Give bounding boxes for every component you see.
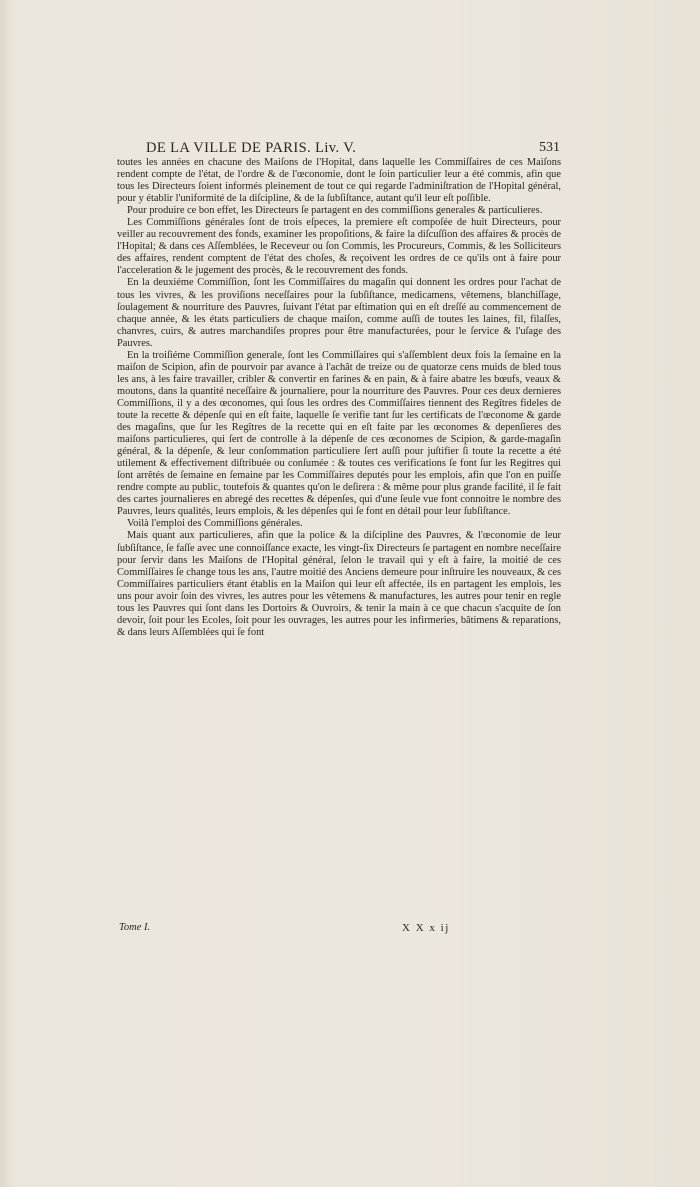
page-number: 531 (539, 140, 560, 155)
paragraph: Pour produire ce bon effet, les Directeurs ſe partagent en des commiſſions generales & particulieres. (127, 205, 543, 217)
paragraph: En la troiſiéme Commiſſion generale, ſont les Commiſſaires qui s'aſſemblent deux fois la ſemaine en la maiſon de Scipion, afin de pourvoir par avance à l'achât de treize ou de quatorze cens muids de bled tous les ans, à les faire travailler, cribler & convertir en farines & en pain, & à faire abatre les bœufs, veaux & moutons, dans la quantité neceſſaire & journaliere, pour la nourriture des Pauvres. Pour ces deux dernieres Commiſſions, il y a des œconomes, qui ſous les ordres des Commiſſaires tiennent des Regîtres fideles de toute la recette & dépenſe qui en eſt faite, laquelle ſe verifie tant ſur les certificats de l'œconome & garde des magaſins, que ſur les Regîtres de la recette qui en eſt faite par les œconomes & depenſieres des maiſons particulieres, qui ſert de controlle à la dépenſe de ces œconomes de Scipion, & garde-magaſin général, & la dépenſe, & leur conſommation particuliere ſert auſſi pour juſtifier ſi toute la recette a été utilement & effectivement diſtribuée ou conſumée : & toutes ces verifications ſe font ſur les Regitres qui ſont arrêtés de ſemaine en ſemaine par les Commiſſaires deputés pour les emplois, afin que l'on en puiſſe rendre compte au public, toutefois & quantes qu'on le deſirera : & même pour plus grande facilité, il ſe fait des cartes journalieres en abregé des recettes & dépenſes, qui d'une ſeule vue font connoitre le nombre des Pauvres, leurs qualités, leurs emplois, & les dépenſes qui ſe font en détail pour leur ſubſiſtance. (117, 349, 561, 518)
page-footer (117, 922, 561, 936)
signature-mark: X X x ij (402, 922, 450, 934)
paragraph: Les Commiſſions générales ſont de trois eſpeces, la premiere eſt compoſée de huit Directeurs, pour veiller au recouvrement des fonds, examiner les propoſitions, & faire la diſcuſſion des affaires & procès de l'Hopital; & dans ces Aſſemblées, le Receveur ou ſon Commis, les Procureurs, Commis, & les Solliciteurs des affaires, rendent comptent de l'état des choſes, & reçoivent les ordres de ce qu'ils ont à faire pour l'acceleration & le jugement des procès, & le recouvrement des fonds. (117, 217, 561, 277)
running-title: DE LA VILLE DE PARIS. Liv. V. (146, 140, 357, 156)
tome-label: Tome I. (119, 922, 151, 933)
page-header (146, 140, 560, 158)
paragraph: toutes les années en chacune des Maiſons de l'Hopital, dans laquelle les Commiſſaires de ces Maiſons rendent compte de l'état, de l'ordre & de l'œconomie, dont le ſoin particulier leur a été commis, afin que tous les Directeurs ſoient informés pleinement de tout ce qui regarde l'adminiſtration de l'Hopital général, pour y établir l'uniformité de la diſcipline, & de la ſubſiſtance, autant qu'il leur eſt poſſible. (117, 157, 561, 205)
paragraph: Mais quant aux particulieres, afin que la police & la diſcipline des Pauvres, & l'œconomie de leur ſubſiſtance, ſe faſſe avec une connoiſſance exacte, les vingt-ſix Directeurs ſe partagent en nombre neceſſaire pour ſervir dans les Maiſons de l'Hopital général, ſelon le travail qui y eſt à faire, la moitié de ces Commiſſaires ſe change tous les ans, l'autre moitié des Anciens demeure pour inſtruire les nouveaux, & ces Commiſſaires particuliers étant établis en la Maiſon qui leur eſt affectée, ils en partagent les emplois, les uns pour avoir ſoin des vivres, les autres pour les vêtemens & manufactures, les autres pour tenir en regle tous les Pauvres qui ſont dans les Dortoirs & Ouvroirs, & tenir la main à ce que chacun s'acquite de ſon devoir, ſoit pour les Ecoles, ſoit pour les ouvrages, les autres pour les infirmeries, bâtimens & reparations, & dans leurs Aſſemblées qui ſe font (117, 530, 561, 638)
body-text (117, 157, 561, 639)
paragraph: En la deuxiéme Commiſſion, ſont les Commiſſaires du magaſin qui donnent les ordres pour l'achat de tous les vivres, & les proviſions neceſſaires pour la ſubſiſtance, medicamens, vêtemens, blanchiſſage, ſoulagement & nourriture des Pauvres, ſuivant l'état par eſtimation qui en eſt dreſſé au commencement de chaque année, & les états particuliers de chaque maiſon, comme auſſi de toutes les laines, fil, filaſſes, chanvres, cuirs, & autres marchandiſes propres pour être manufacturées, pour le ſervice & l'uſage des Pauvres. (117, 277, 561, 349)
paragraph: Voilà l'emploi des Commiſſions générales. (127, 518, 303, 530)
